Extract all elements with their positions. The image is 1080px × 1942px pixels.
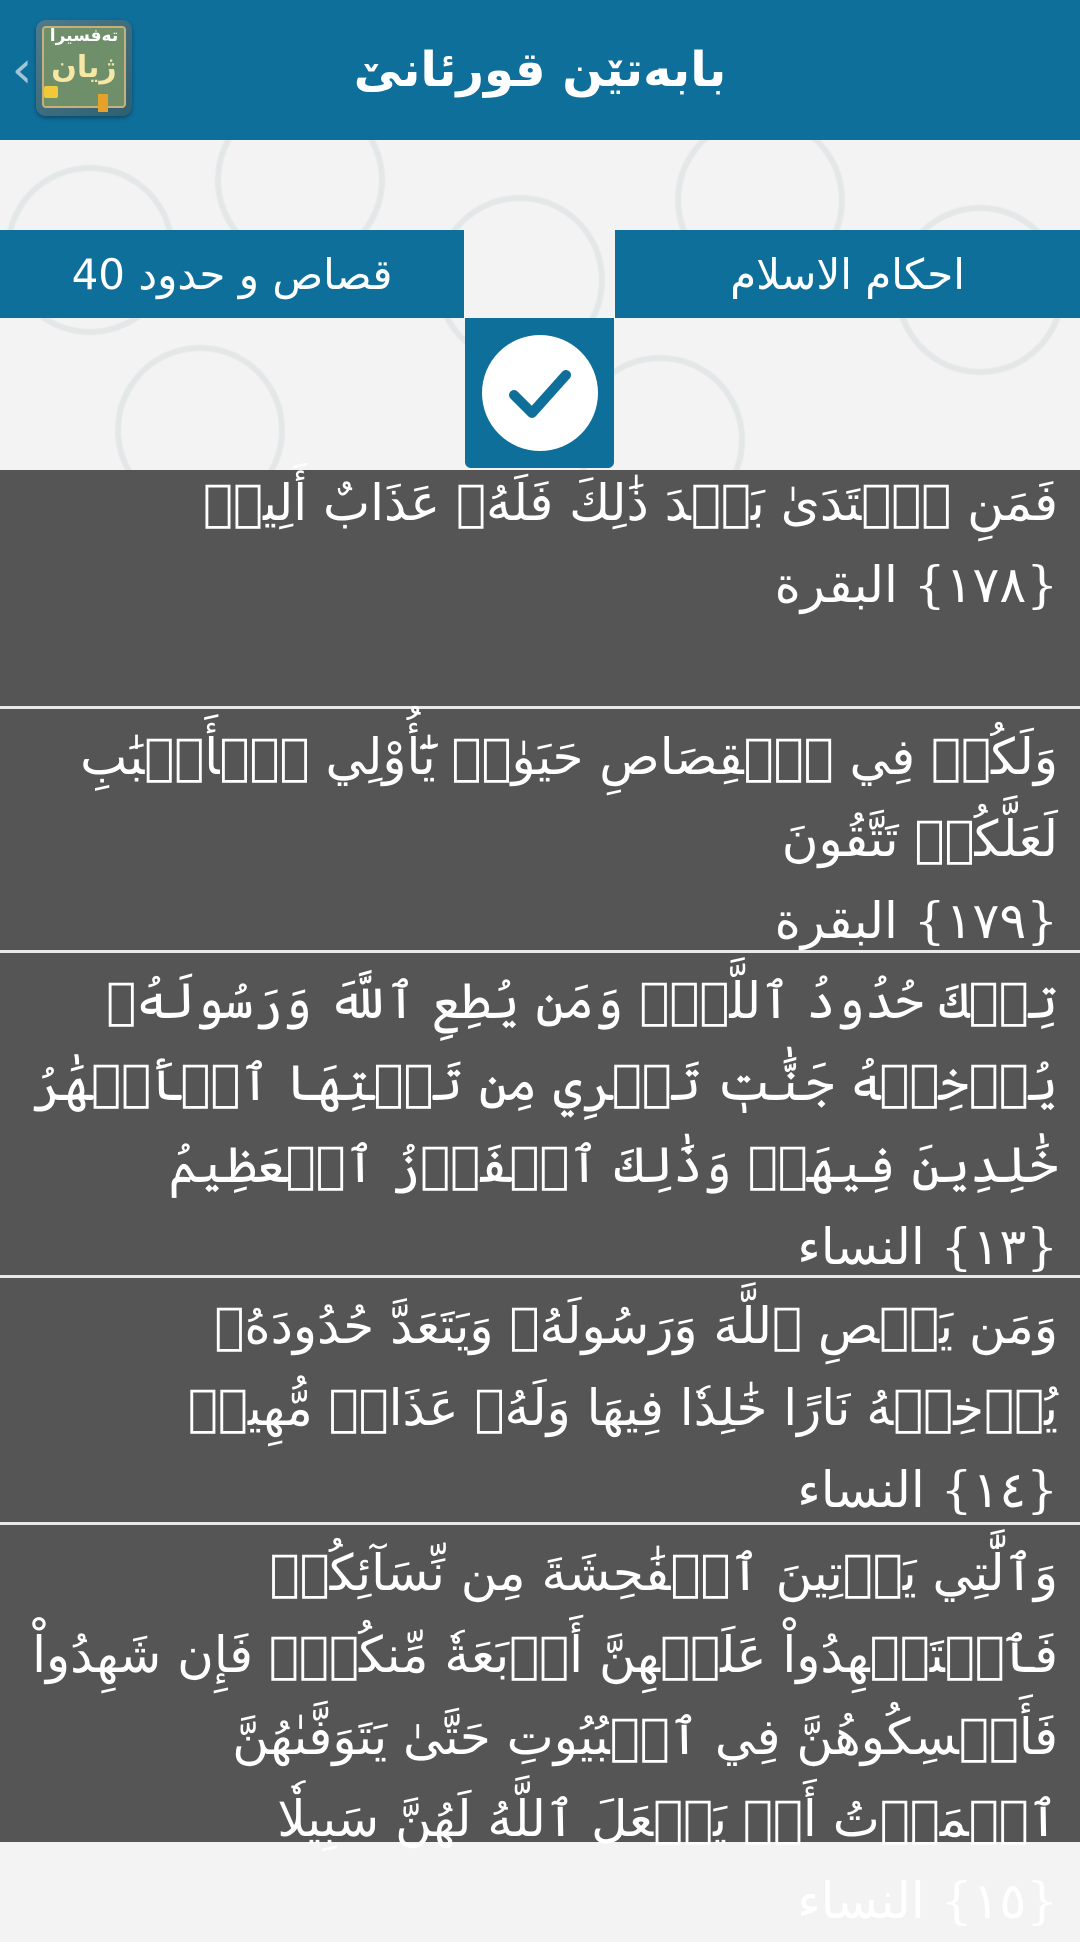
verse-reference: {١٣} النساء <box>797 1218 1058 1276</box>
verse-item[interactable] <box>0 956 1080 1278</box>
subcategory-button[interactable]: قصاص و حدود 40 <box>0 230 464 318</box>
verse-item[interactable] <box>0 712 1080 953</box>
verse-text: وَمَن يَعۡصِ ٱللَّهَ وَرَسُولَهُۥ وَيَتَعَدَّ حُدُودَهُۥ يُدۡخِلۡهُ نَارًا خَٰلِدٗا فِيهَا وَلَهُۥ عَذَابٞ مُّهِينٞ <box>187 1297 1058 1437</box>
category-button[interactable]: احكام الاسلام <box>615 230 1080 318</box>
logo-main-text: ژیان <box>51 50 117 85</box>
page-title: بابەتێن قورئانێ <box>353 42 727 98</box>
verse-reference: {١٧٨} البقرة <box>774 556 1058 614</box>
verse-item[interactable] <box>0 1528 1080 1930</box>
verse-reference: {١٥} النساء <box>797 1872 1058 1930</box>
verse-text: وَلَكُمۡ فِي ٱلۡقِصَاصِ حَيَوٰةٞ يَٰٓأُوْلِي ٱلۡأَلۡبَٰبِ لَعَلَّكُمۡ تَتَّقُونَ <box>80 728 1058 868</box>
verse-text: فَمَنِ ٱعۡتَدَىٰ بَعۡدَ ذَٰلِكَ فَلَهُۥ عَذَابٌ أَلِيمٞ <box>202 474 1058 532</box>
verse-item[interactable] <box>0 1281 1080 1525</box>
confirm-circle <box>482 335 598 451</box>
verse-reference: {١٧٩} البقرة <box>774 892 1058 950</box>
checkmark-icon <box>500 353 580 433</box>
verse-item[interactable] <box>0 462 1080 709</box>
chevron-left-icon[interactable]: ‹ <box>11 40 33 100</box>
app-header <box>0 0 1080 140</box>
confirm-button[interactable] <box>465 318 614 468</box>
logo-top-text: تەفسیرا <box>49 26 119 46</box>
verse-reference: {١٤} النساء <box>797 1461 1058 1519</box>
verse-text: وَٱلَّٰتِي يَأۡتِينَ ٱلۡفَٰحِشَةَ مِن نِّسَآئِكُمۡ فَٱسۡتَشۡهِدُواْ عَلَيۡهِنَّ أَرۡبَعَةٗ مِّنكُمۡۖ فَإِن شَهِدُواْ فَأَمۡسِكُوهُنَّ فِي ٱلۡبُيُوتِ حَتَّىٰ يَتَوَفَّىٰهُنَّ ٱلۡمَوۡتُ أَوۡ يَجۡعَلَ ٱللَّهُ لَهُنَّ سَبِيلٗا <box>32 1544 1058 1848</box>
verse-list[interactable] <box>0 470 1080 1930</box>
verse-text: تِلۡكَ حُدُودُ ٱللَّهِۚ وَمَن يُطِعِ ٱللَّهَ وَرَسُولَهُۥ يُدۡخِلۡهُ جَنَّٰتٖ تَجۡرِي مِن تَحۡتِهَا ٱلۡأَنۡهَٰرُ خَٰلِدِينَ فِيهَاۚ وَذَٰلِكَ ٱلۡفَوۡزُ ٱلۡعَظِيمُ <box>32 972 1058 1194</box>
